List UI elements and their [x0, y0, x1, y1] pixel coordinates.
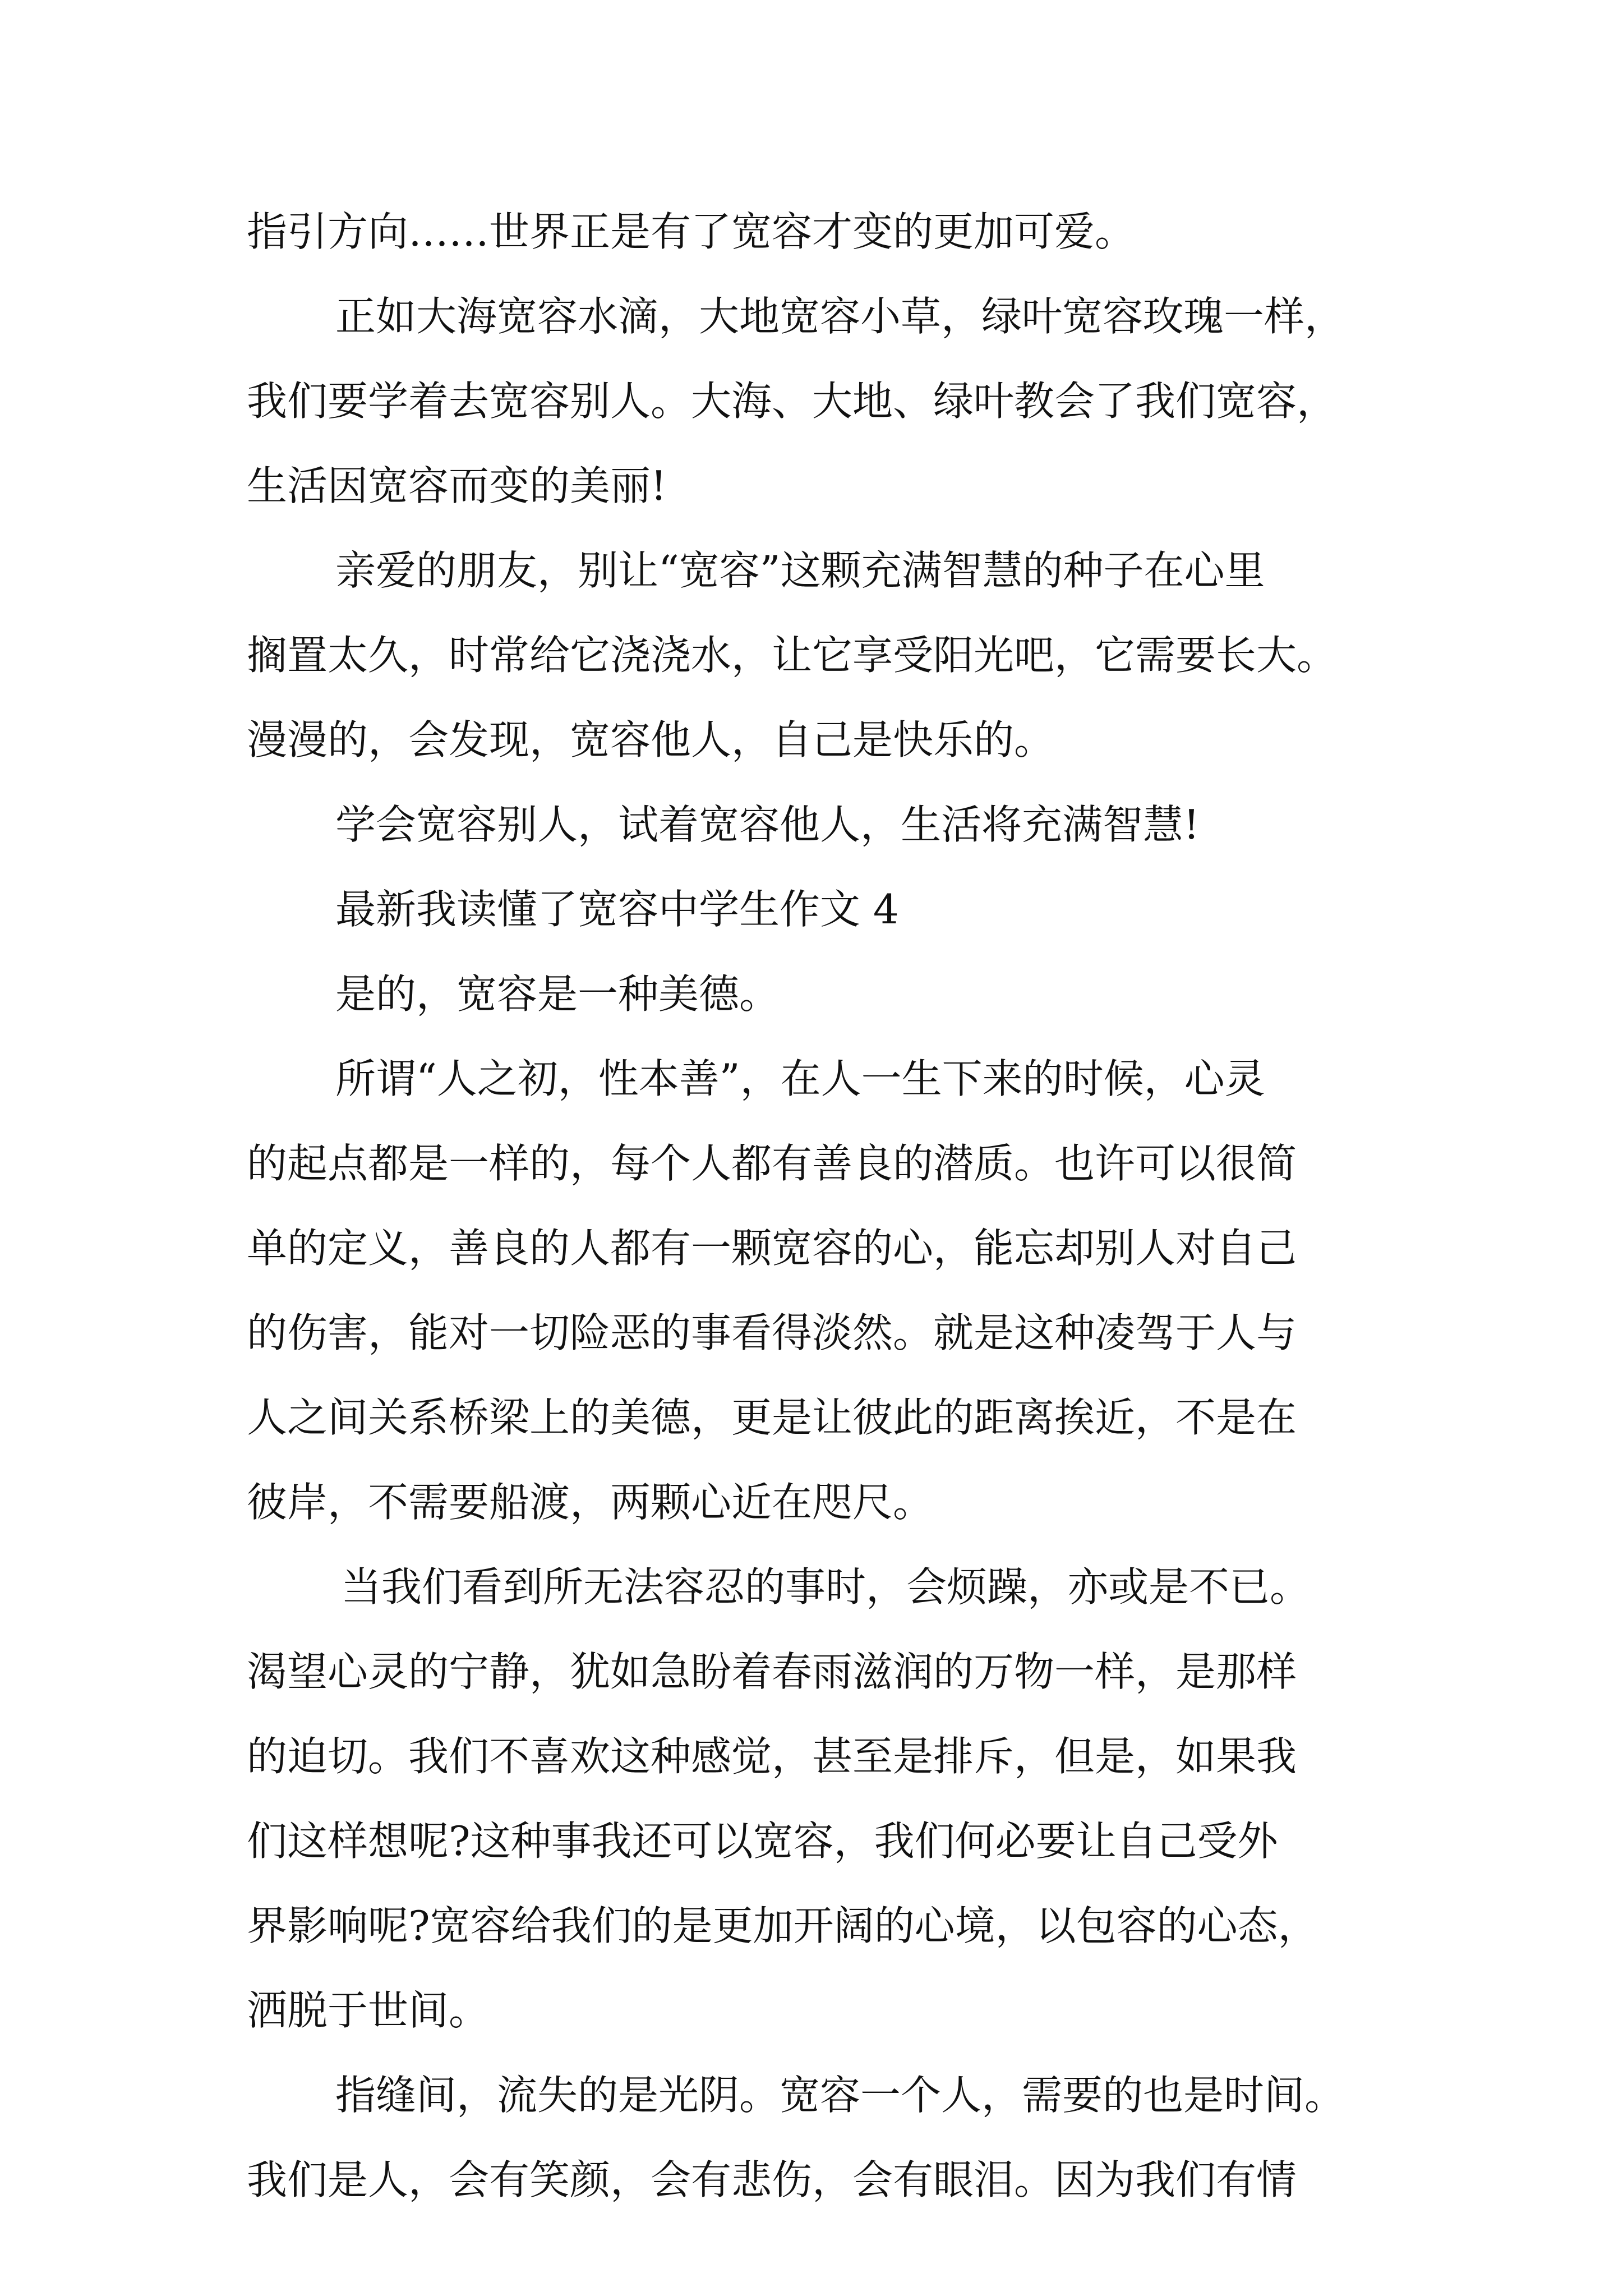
text-line: 生活因宽容而变的美丽! [247, 462, 667, 509]
text-line: 的起点都是一样的，每个人都有善良的潜质。也许可以很简 [247, 1140, 1297, 1187]
text-line: 渴望心灵的宁静，犹如急盼着春雨滋润的万物一样，是那样 [247, 1648, 1297, 1695]
text-line: 人之间关系桥梁上的美德，更是让彼此的距离挨近，不是在 [247, 1394, 1297, 1441]
text-line: 当我们看到所无法容忍的事时，会烦躁，亦或是不已。 [341, 1563, 1311, 1611]
text-line: 我们是人，会有笑颜，会有悲伤，会有眼泪。因为我们有情 [247, 2156, 1297, 2203]
text-line: 是的，宽容是一种美德。 [335, 970, 780, 1018]
text-line: 所谓“人之初，性本善”，在人一生下来的时候，心灵 [335, 1055, 1265, 1102]
text-line: 们这样想呢?这种事我还可以宽容，我们何必要让自己受外 [247, 1818, 1278, 1865]
text-line: 亲爱的朋友，别让“宽容”这颗充满智慧的种子在心里 [335, 547, 1265, 594]
text-line: 漫漫的，会发现，宽容他人，自己是快乐的。 [247, 716, 1055, 763]
section-heading: 最新我读懂了宽容中学生作文 4 [335, 886, 899, 933]
text-line: 界影响呢?宽容给我们的是更加开阔的心境，以包容的心态， [247, 1902, 1318, 1949]
text-line: 洒脱于世间。 [247, 1987, 490, 2034]
text-line: 彼岸，不需要船渡，两颗心近在咫尺。 [247, 1479, 934, 1526]
text-line: 搁置太久，时常给它浇浇水，让它享受阳光吧，它需要长大。 [247, 632, 1338, 679]
text-line: 学会宽容别人，试着宽容他人，生活将充满智慧! [335, 801, 1200, 848]
text-line: 指缝间，流失的是光阴。宽容一个人，需要的也是时间。 [335, 2072, 1345, 2119]
text-line: 我们要学着去宽容别人。大海、大地、绿叶教会了我们宽容， [247, 378, 1338, 425]
text-line: 的迫切。我们不喜欢这种感觉，甚至是排斥，但是，如果我 [247, 1733, 1297, 1780]
text-line: 正如大海宽容水滴，大地宽容小草，绿叶宽容玫瑰一样， [335, 293, 1345, 340]
text-line: 指引方向……世界正是有了宽容才变的更加可爱。 [247, 208, 1136, 255]
text-line: 的伤害，能对一切险恶的事看得淡然。就是这种凌驾于人与 [247, 1309, 1297, 1356]
text-line: 单的定义，善良的人都有一颗宽容的心，能忘却别人对自己 [247, 1225, 1297, 1272]
